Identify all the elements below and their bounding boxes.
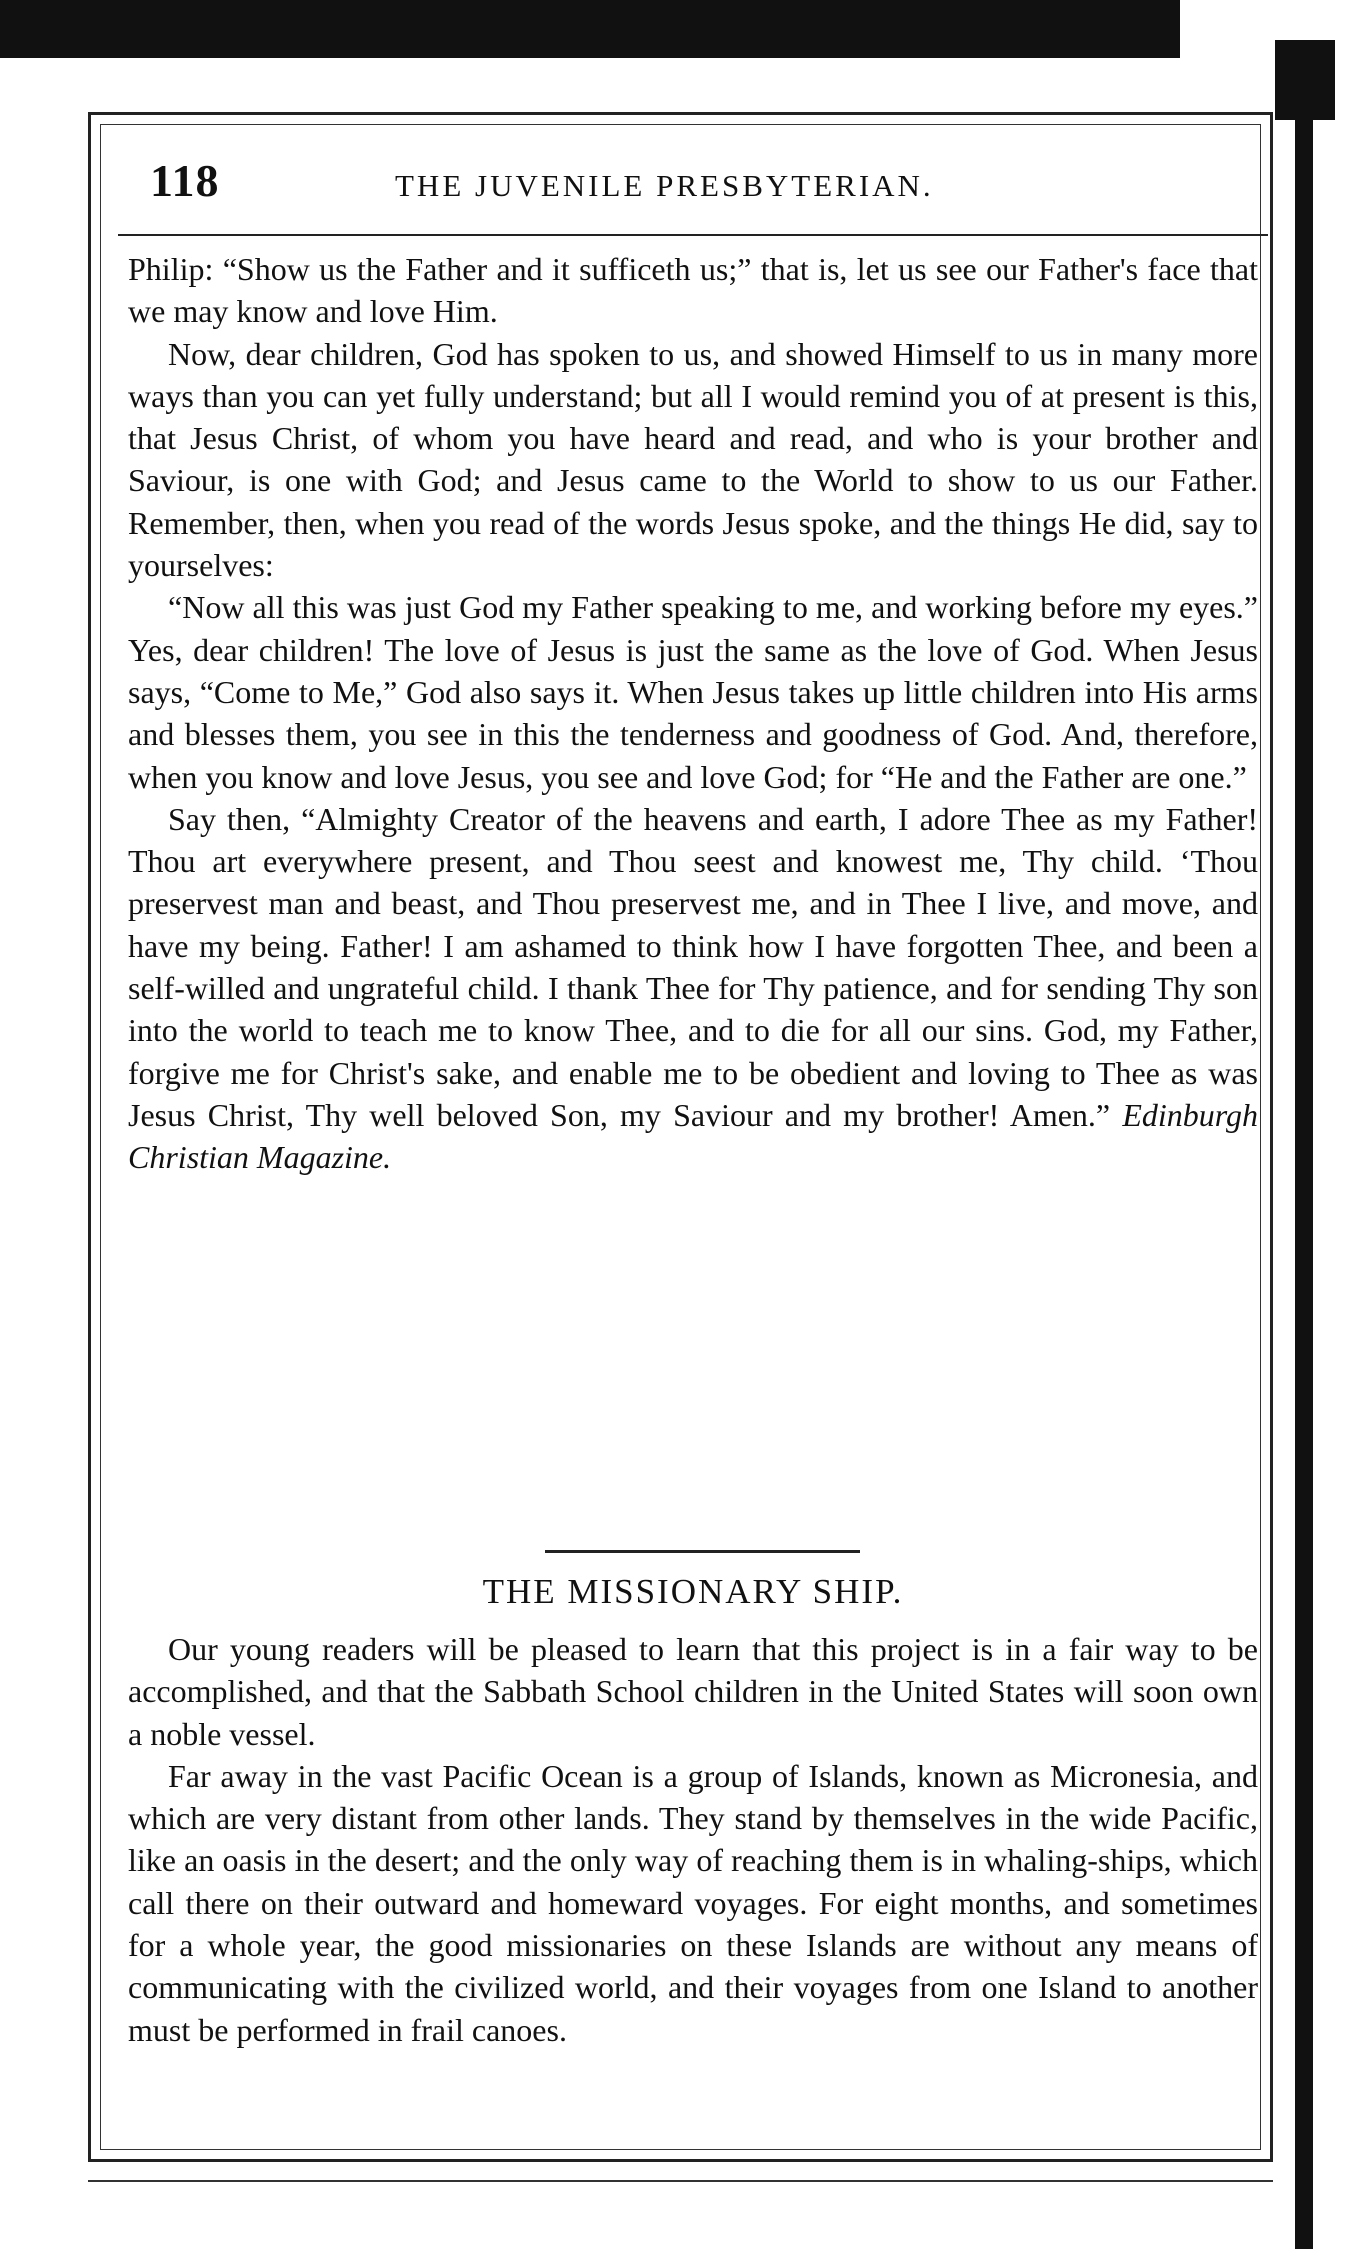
- paragraph: [128, 798, 1258, 1179]
- paragraph: Our young readers will be pleased to learn that this project is in a fair way to be accomplished, and that the Sabbath School children in the United States will soon own a noble vessel.: [128, 1631, 1258, 1752]
- article-source: Edinburgh Christian Magazine.: [128, 1096, 1259, 1176]
- header-rule: [118, 234, 1268, 236]
- page-number: 118: [150, 155, 220, 206]
- scan-top-border: [0, 0, 1347, 58]
- paragraph-text: Say then, “Almighty Creator of the heavens and earth, I adore Thee as my Father! Thou art everywhere present, and Thou seest and knowest me, Thy child. ‘Thou preservest man and beast, and Thou preservest me, and in Thee I live, and move, and have my being. Father! I am ashamed to think how I have forgotten Thee, and been a self-willed and ungrateful child. I thank Thee for Thy patience, and for sending Thy son into the world to teach me to know Thee, and to die for all our sins. God, my Father, forgive me for Christ's sake, and enable me to be obedient and loving to Thee as was Jesus Christ, Thy well beloved Son, my Saviour and my brother! Amen.”: [128, 800, 1258, 1133]
- section-title: THE MISSIONARY SHIP.: [482, 1572, 904, 1611]
- paragraph: “Now all this was just God my Father speaking to me, and working before my eyes.” Yes, dear children! The love of Jesus is just the same as the love of God. When Jesus says, “Come to Me,” God also says it. When Jesus takes up little children into His arms and blesses them, you see in this the tenderness and goodness of God. And, therefore, when you know and love Jesus, you see and love God; for “He and the Father are one.”: [128, 589, 1258, 795]
- scan-right-spine: [1295, 58, 1313, 2249]
- bottom-rule: [88, 2180, 1273, 2182]
- running-title: THE JUVENILE PRESBYTERIAN.: [395, 168, 934, 203]
- paragraph: Far away in the vast Pacific Ocean is a group of Islands, known as Micronesia, and which are very distant from other lands. They stand by themselves in the wide Pacific, like an oasis in the desert; and the only way of reaching them is in whaling-ships, which call there on their outward and homeward voyages. For eight months, and sometimes for a whole year, the good missionaries on these Islands are without any means of communicating with the civilized world, and their voyages from one Island to another must be performed in frail canoes.: [128, 1757, 1258, 2048]
- article-father-body: [128, 248, 1258, 1179]
- article-missionary-ship-body: [128, 1628, 1258, 2051]
- paragraph: Philip: “Show us the Father and it sufficeth us;” that is, let us see our Father's face that we may know and love Him.: [128, 251, 1258, 330]
- page-header: [130, 150, 1270, 230]
- section-divider: [545, 1550, 860, 1553]
- paragraph: Now, dear children, God has spoken to us, and showed Himself to us in many more ways than you can yet fully understand; but all I would remind you of at present is this, that Jesus Christ, of whom you have heard and read, and who is your brother and Saviour, is one with God; and Jesus came to the World to show to us our Father. Remember, then, when you read of the words Jesus spoke, and the things He did, say to yourselves:: [128, 335, 1258, 584]
